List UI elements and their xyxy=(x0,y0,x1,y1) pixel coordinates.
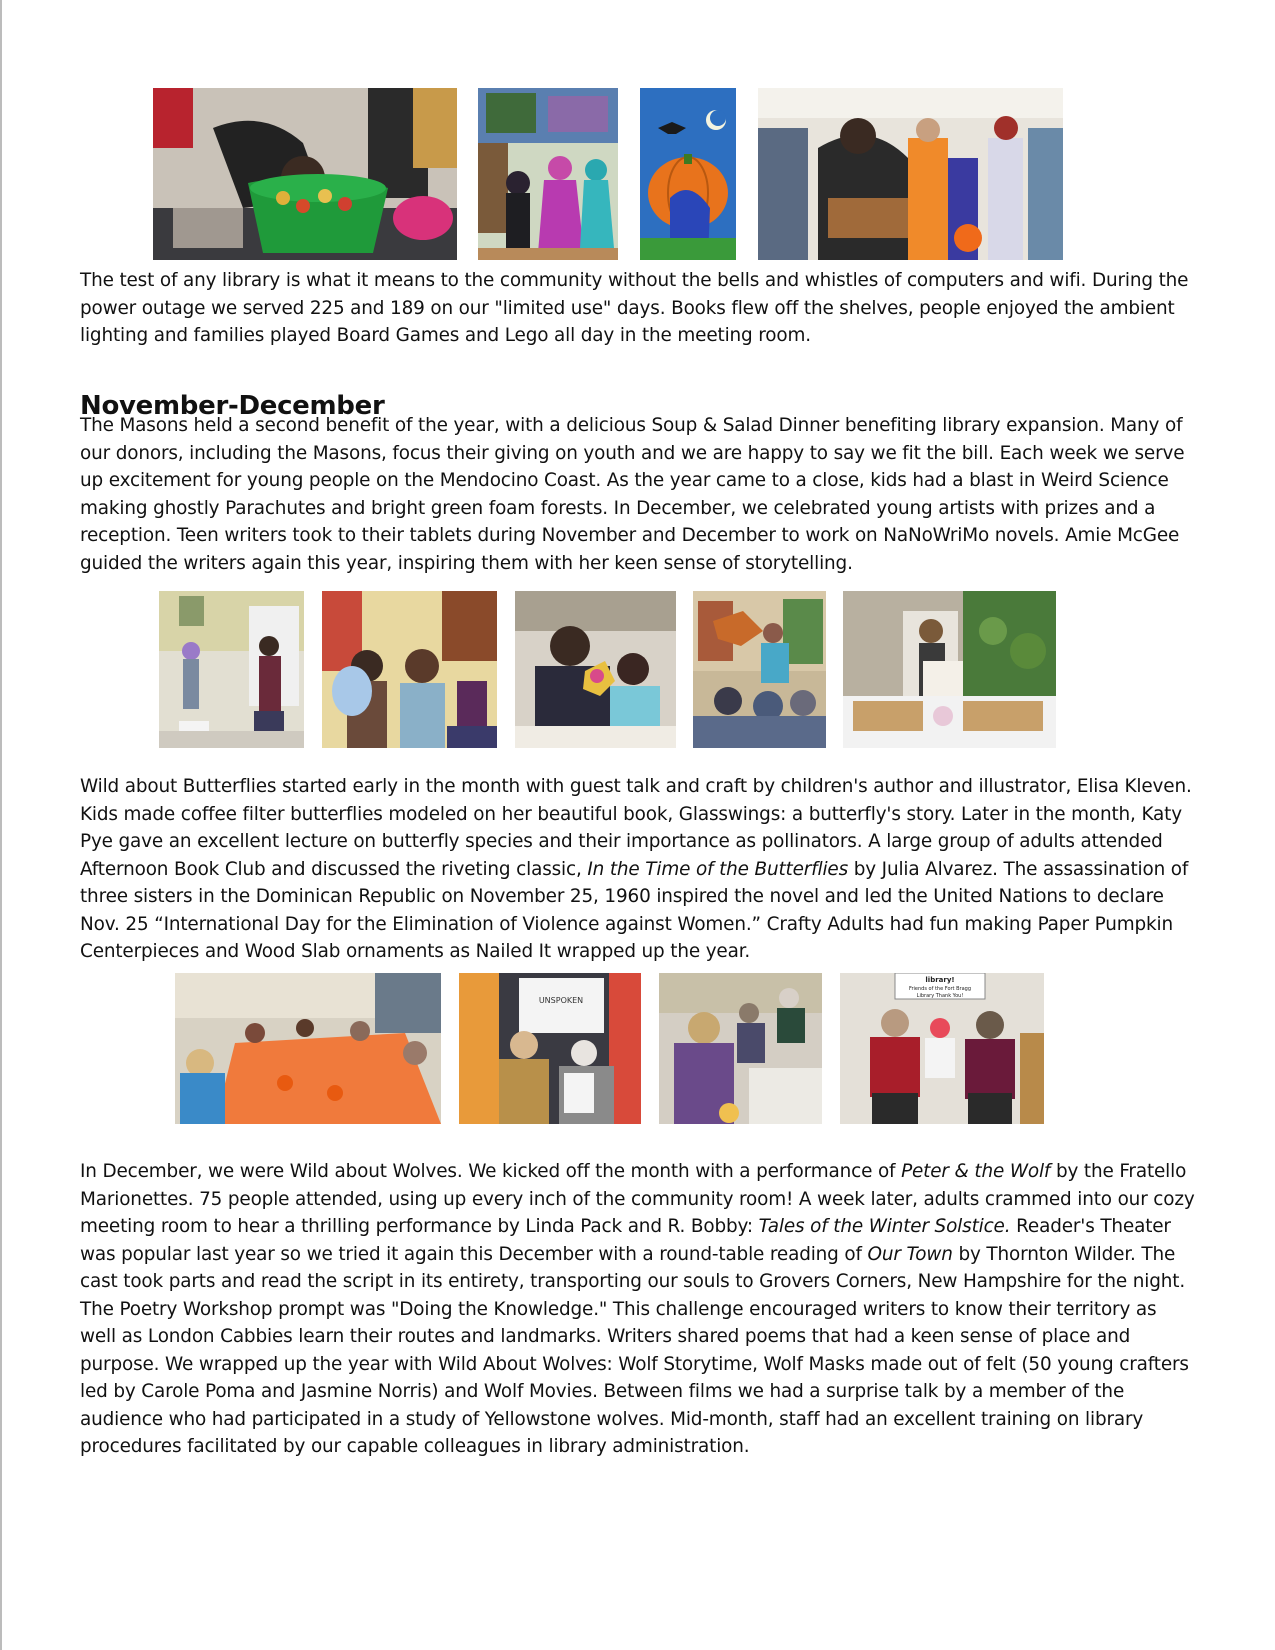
photo-readers-theater xyxy=(659,973,822,1124)
intro-paragraph: The test of any library is what it means to the community without the bells and whistles of computers and wifi. During the power outage we served 225 and 189 on our "limited use" days. Books flew off the shelves, people enjoyed the ambient lighting and families played Board Games and Lego all day in the meeting room. xyxy=(80,270,1189,346)
title-our-town: Our Town xyxy=(867,1243,953,1265)
photo-apple-bobbing xyxy=(153,88,457,260)
wolves-text-4: by Thornton Wilder. The cast took parts and read the script in its entirety, transporting our souls to Grovers Corners, New Hampshire for the night. The Poetry Workshop prompt was "Doing the Knowledge." This challenge encouraged writers to know their territory as well as London Cabbies learn their routes and landmarks. Writers shared poems that had a keen sense of place and purpose. We wrapped up the year with Wild About Wolves: Wolf Storytime, Wolf Masks made out of felt (50 young crafters led by Carole Poma and Jasmine Norris) and Wolf Movies. Between films we had a surprise talk by a member of the audience who had participated in a study of Yellowstone wolves. Mid-month, staff had an excellent training on library procedures facilitated by our capable colleagues in library administration. xyxy=(80,1243,1189,1457)
section-heading: November-December xyxy=(80,391,385,421)
photo-teen-parachute xyxy=(159,591,304,748)
page-left-border xyxy=(0,0,2,1650)
photo-book-club-women xyxy=(459,973,641,1124)
projector-slide-text: UNSPOKEN xyxy=(538,996,584,1005)
butterflies-text-2: by Julia Alvarez. The assassination of three sisters in the Dominican Republic on November 25, 1960 inspired the novel and led the United Nations to declare Nov. 25 “International Day for the Elimination of Violence against Women.” Crafty Adults had fun making Paper Pumpkin Centerpieces and Wood Slab ornaments as Nailed It wrapped up the year. xyxy=(80,858,1189,962)
title-winter-solstice: Tales of the Winter Solstice. xyxy=(758,1216,1011,1237)
butterflies-text-1: Wild about Butterflies started early in the month with guest talk and craft by children's author and illustrator, Elisa Kleven. Kids made coffee filter butterflies modeled on her beautiful book, Glasswings: a butterfly's story. Later in the month, Katy Pye gave an excellent lecture on butterfly species and their importance as pollinators. A large group of adults attended Afternoon Book Club and discussed the riveting classic, xyxy=(80,776,1192,880)
wolves-text-1: In December, we were Wild about Wolves. We kicked off the month with a performance of xyxy=(80,1161,902,1182)
photo-woman-child-craft xyxy=(515,591,676,748)
wolves-text-3: Reader's Theater was popular last year so we tried it again this December with a round-table reading of xyxy=(80,1216,1171,1265)
photo-pumpkin-centerpieces xyxy=(175,973,441,1124)
photo-art-reception xyxy=(843,591,1056,748)
sign-text-2: Friends of the Fort Bragg xyxy=(908,986,972,992)
title-peter-and-the-wolf: Peter & the Wolf xyxy=(901,1161,1051,1182)
sign-text-3: Library Thank You! xyxy=(916,993,964,999)
wolves-text-2: by the Fratello Marionettes. 75 people attended, using up every inch of the community room! A week later, adults crammed into our cozy meeting room to hear a thrilling performance by Linda Pack and R. Bobby: xyxy=(80,1161,1195,1237)
butterflies-paragraph xyxy=(80,773,1195,966)
photo-storytime-butterfly xyxy=(693,591,826,748)
book-title-butterflies: In the Time of the Butterflies xyxy=(587,858,849,880)
photo-crowd-costumes xyxy=(758,88,1063,260)
wolves-paragraph xyxy=(80,1158,1195,1461)
photo-winter-solstice-performers xyxy=(840,973,1044,1124)
photo-pumpkin-backdrop xyxy=(640,88,736,260)
masons-paragraph: The Masons held a second benefit of the year, with a delicious Soup & Salad Dinner benefiting library expansion. Many of our donors, including the Masons, focus their giving on youth and we are happy to say we fit the bill. Each week we serve up excitement for young people on the Mendocino Coast. As the year came to a close, kids had a blast in Weird Science making ghostly Parachutes and bright green foam forests. In December, we celebrated young artists with prizes and a reception. Teen writers took to their tablets during November and December to work on NaNoWriMo novels. Amie McGee guided the writers again this year, inspiring them with her keen sense of storytelling. xyxy=(80,415,1185,574)
photo-costumed-kids xyxy=(478,88,618,260)
sign-text-1: library! xyxy=(925,976,955,984)
photo-women-wings xyxy=(322,591,497,748)
